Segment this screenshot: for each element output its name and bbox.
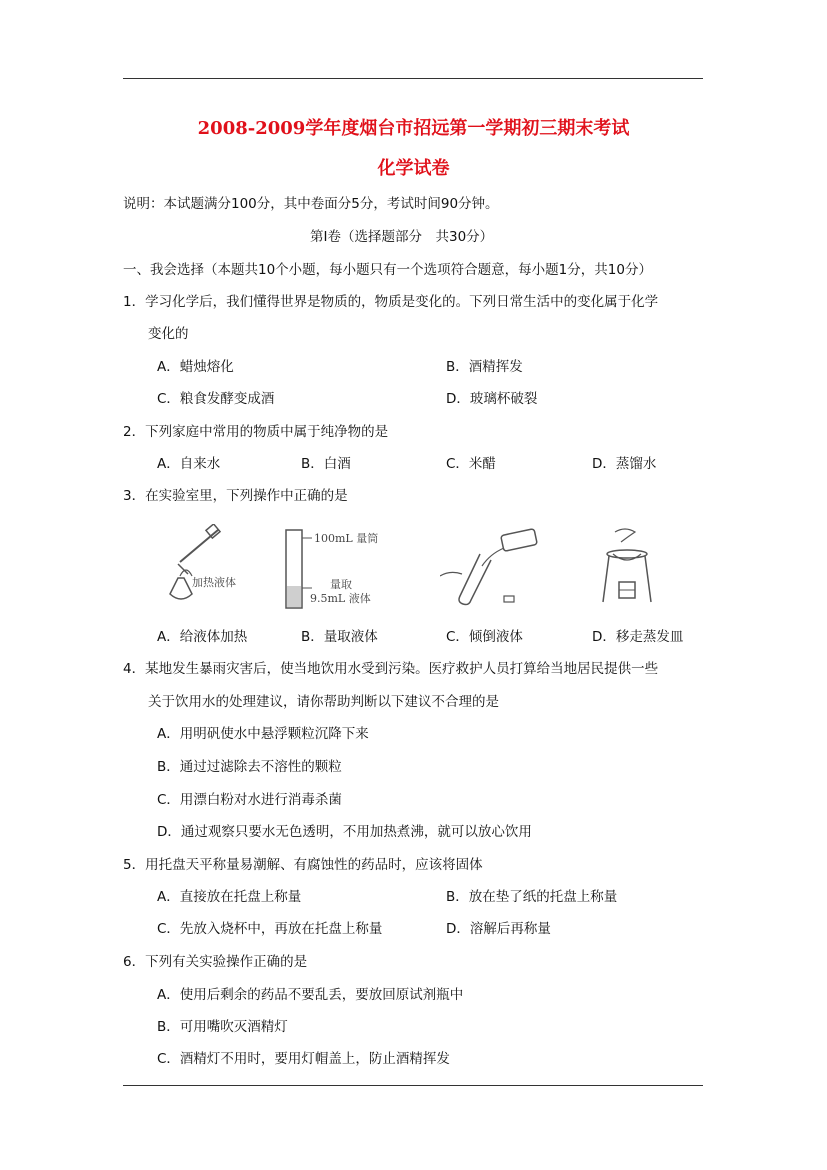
question-1-option-b: B．酒精挥发 — [446, 359, 523, 375]
question-3-option-a: A．给液体加热 — [157, 629, 248, 645]
pouring-liquid-figure — [440, 524, 550, 614]
footer-rule — [123, 1085, 703, 1086]
question-5-option-d: D．溶解后再称量 — [446, 921, 551, 937]
question-3-option-d: D．移走蒸发皿 — [592, 629, 684, 645]
heating-liquid-figure — [160, 524, 255, 614]
question-2-option-d: D．蒸馏水 — [592, 456, 657, 472]
question-4-option-d: D．通过观察只要水无色透明，不用加热煮沸，就可以放心饮用 — [157, 824, 532, 840]
exam-note: 说明：本试题满分100分，其中卷面分5分，考试时间90分钟。 — [123, 196, 499, 212]
question-4-stem-line-2: 关于饮用水的处理建议，请你帮助判断以下建议不合理的是 — [148, 694, 499, 710]
volume-title: 第Ⅰ卷（选择题部分 共30分） — [310, 229, 494, 245]
figure-label-cylinder: 100mL 量筒 — [314, 532, 379, 545]
figure-label-heating: 加热液体 — [192, 576, 236, 589]
section-title: 一、我会选择（本题共10个小题，每小题只有一个选项符合题意，每小题1分，共10分） — [123, 262, 652, 278]
question-4-option-c: C．用漂白粉对水进行消毒杀菌 — [157, 792, 342, 808]
question-1-option-a: A．蜡烛熔化 — [157, 359, 234, 375]
question-3-option-b: B．量取液体 — [301, 629, 378, 645]
question-6-option-a: A．使用后剩余的药品不要乱丢，要放回原试剂瓶中 — [157, 987, 464, 1003]
measuring-cylinder-figure — [278, 524, 388, 614]
question-4-stem-line-1: 4．某地发生暴雨灾害后，使当地饮用水受到污染。医疗救护人员打算给当地居民提供一些 — [123, 661, 659, 677]
question-6-option-c: C．酒精灯不用时，要用灯帽盖上，防止酒精挥发 — [157, 1051, 450, 1067]
question-6-option-b: B．可用嘴吹灭酒精灯 — [157, 1019, 288, 1035]
question-5-option-c: C．先放入烧杯中，再放在托盘上称量 — [157, 921, 383, 937]
question-5-stem: 5．用托盘天平称量易潮解、有腐蚀性的药品时，应该将固体 — [123, 857, 483, 873]
exam-title: 2008-2009学年度烟台市招远第一学期初三期末考试 — [197, 118, 630, 139]
question-1-stem-line-1: 1．学习化学后，我们懂得世界是物质的，物质是变化的。下列日常生活中的变化属于化学 — [123, 294, 659, 310]
exam-subtitle: 化学试卷 — [377, 158, 450, 179]
question-6-stem: 6．下列有关实验操作正确的是 — [123, 954, 308, 970]
question-3-stem: 3．在实验室里，下列操作中正确的是 — [123, 488, 348, 504]
question-3-option-c: C．倾倒液体 — [446, 629, 523, 645]
figure-label-measure: 量取 — [330, 578, 352, 591]
question-1-stem-line-2: 变化的 — [148, 326, 189, 342]
question-4-option-a: A．用明矾使水中悬浮颗粒沉降下来 — [157, 726, 369, 742]
header-rule — [123, 78, 703, 79]
question-1-option-d: D．玻璃杯破裂 — [446, 391, 538, 407]
question-5-option-a: A．直接放在托盘上称量 — [157, 889, 302, 905]
evaporating-dish-figure — [595, 524, 665, 609]
question-4-option-b: B．通过过滤除去不溶性的颗粒 — [157, 759, 342, 775]
question-1-option-c: C．粮食发酵变成酒 — [157, 391, 275, 407]
question-2-stem: 2．下列家庭中常用的物质中属于纯净物的是 — [123, 424, 389, 440]
question-5-option-b: B．放在垫了纸的托盘上称量 — [446, 889, 618, 905]
question-2-option-b: B．白酒 — [301, 456, 351, 472]
question-2-option-a: A．自来水 — [157, 456, 221, 472]
figure-label-volume: 9.5mL 液体 — [310, 592, 371, 605]
question-2-option-c: C．米醋 — [446, 456, 496, 472]
